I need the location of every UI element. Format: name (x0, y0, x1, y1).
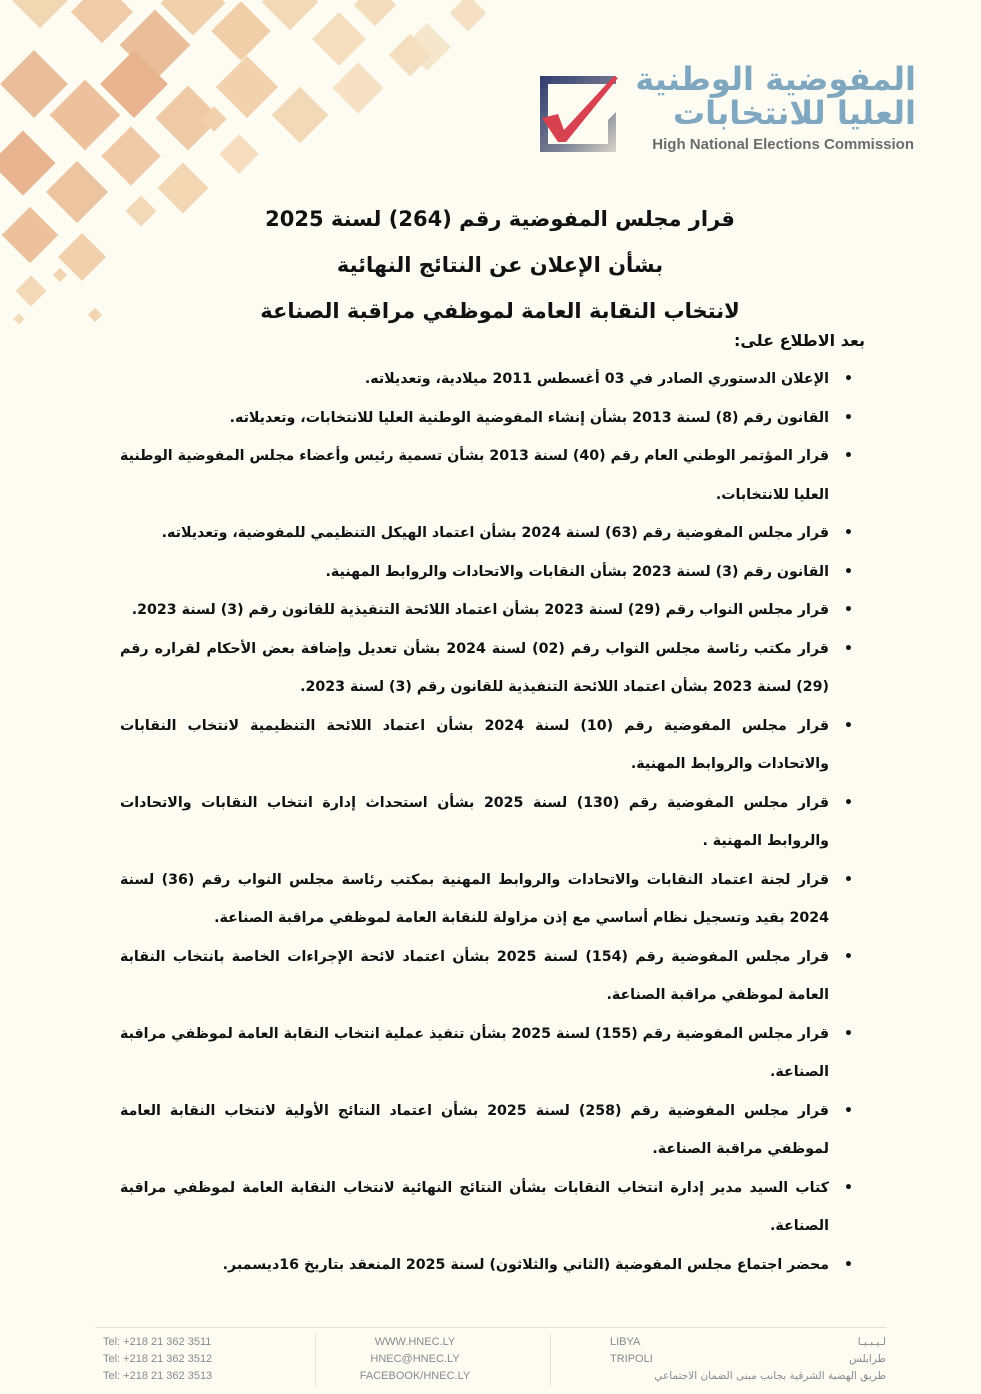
city-ar: طرابلس (849, 1353, 886, 1365)
list-item: • القانون رقم (3) لسنة 2023 بشأن النقابات والاتحادات والروابط المهنية. (120, 553, 865, 592)
list-item: • قرار مجلس المفوضية رقم (10) لسنة 2024 بشأن اعتماد اللائحة التنظيمية لانتخاب النقابات والاتحادات والروابط المهنية. (120, 707, 865, 784)
list-item: • كتاب السيد مدير إدارة انتخاب النقابات بشأن النتائج النهائية لانتخاب النقابة العامة لموظفي مراقبة الصناعة. (120, 1169, 865, 1246)
country-en: LIBYA (610, 1336, 641, 1348)
bullet-icon: • (844, 1256, 853, 1273)
bullet-icon: • (844, 602, 853, 618)
bullet-icon: • (844, 948, 853, 965)
title-line-2: بشأن الإعلان عن النتائج النهائية (336, 253, 664, 277)
page-footer (95, 1327, 886, 1388)
bullet-icon: • (844, 871, 853, 888)
bullet-icon: • (844, 371, 853, 387)
website-link[interactable]: WWW.HNEC.LY (374, 1336, 456, 1348)
facebook-link[interactable]: FACEBOOK/HNEC.LY (359, 1370, 471, 1382)
list-item: • قرار مجلس المفوضية رقم (258) لسنة 2025 بشأن اعتماد النتائج الأولية لانتخاب النقابة العامة لموظفي مراقبة الصناعة. (120, 1092, 865, 1169)
list-item: • قرار مجلس المفوضية رقم (154) لسنة 2025 بشأن اعتماد لائحة الإجراءات الخاصة بانتخاب النقابة العامة لموظفي مراقبة الصناعة. (120, 938, 865, 1015)
footer-city-en (610, 1334, 653, 1368)
intro-heading: بعد الاطلاع على: (733, 331, 865, 350)
footer-address-ar (654, 1334, 886, 1385)
list-item: • قرار مجلس النواب رقم (29) لسنة 2023 بشأن اعتماد اللائحة التنفيذية للقانون رقم (3) لسنة 2023. (120, 591, 865, 630)
decision-title (240, 196, 760, 334)
logo-arabic-line-2: العليا للانتخابات (673, 94, 916, 132)
list-item: • محضر اجتماع مجلس المفوضية (الثاني والثلاثون) لسنة 2025 المنعقد بتاريخ 16ديسمبر. (120, 1246, 865, 1285)
list-item: • القانون رقم (8) لسنة 2013 بشأن إنشاء المفوضية الوطنية العليا للانتخابات، وتعديلاته. (120, 399, 865, 438)
bullet-icon: • (844, 448, 853, 464)
phone-2: Tel: +218 21 362 3512 (103, 1353, 213, 1365)
phone-3: Tel: +218 21 362 3513 (103, 1370, 213, 1382)
title-line-1: قرار مجلس المفوضية رقم (264) لسنة 2025 (265, 207, 735, 231)
list-item: • الإعلان الدستوري الصادر في 03 أغسطس 2011 ميلادية، وتعديلاته. (120, 360, 865, 399)
footer-divider (315, 1334, 316, 1386)
bullet-icon: • (844, 409, 853, 426)
list-item: • قرار لجنة اعتماد النقابات والاتحادات والروابط المهنية بمكتب رئاسة مجلس النواب رقم (36) لسنة 2024 بقيد وتسجيل نظام أساسي مع إذن مزاولة للنقابة العامة لموظفي مراقبة الصناعة. (120, 861, 865, 938)
logo-english-name: High National Elections Commission (652, 136, 914, 153)
list-item: • قرار مجلس المفوضية رقم (155) لسنة 2025 بشأن تنفيذ عملية انتخاب النقابة العامة لموظفي مراقبة الصناعة. (120, 1015, 865, 1092)
bullet-icon: • (844, 1179, 853, 1196)
city-en: TRIPOLI (610, 1353, 653, 1365)
bullet-icon: • (844, 1102, 853, 1119)
bullet-icon: • (844, 1025, 853, 1042)
phone-1: Tel: +218 21 362 3511 (103, 1336, 212, 1348)
bullet-icon: • (844, 640, 853, 657)
email-link[interactable]: HNEC@HNEC.LY (370, 1353, 460, 1365)
bullet-icon: • (844, 717, 853, 734)
street-ar: طريق الهضبة الشرقية بجانب مبنى الضمان الاجتماعي (654, 1370, 886, 1382)
list-item: • قرار المؤتمر الوطني العام رقم (40) لسنة 2013 بشأن تسمية رئيس وأعضاء مجلس المفوضية الوطنية العليا للانتخابات. (120, 437, 865, 514)
hnec-logo (536, 60, 916, 158)
country-ar: لـيـبـيـا (857, 1336, 886, 1348)
title-line-3: لانتخاب النقابة العامة لموظفي مراقبة الصناعة (260, 299, 740, 323)
bullet-icon: • (844, 794, 853, 811)
references-list (120, 360, 865, 1284)
bullet-icon: • (844, 525, 853, 541)
bullet-icon: • (844, 563, 853, 580)
footer-web (335, 1334, 495, 1385)
document-body (120, 326, 865, 1284)
list-item: • قرار مكتب رئاسة مجلس النواب رقم (02) لسنة 2024 بشأن تعديل وإضافة بعض الأحكام لقراره رقم (29) لسنة 2023 بشأن اعتماد اللائحة التنفيذية للقانون رقم (3) لسنة 2023. (120, 630, 865, 707)
footer-phones (103, 1334, 212, 1385)
footer-divider (550, 1334, 551, 1386)
checkbox-check-icon (536, 70, 620, 154)
list-item: • قرار مجلس المفوضية رقم (130) لسنة 2025 بشأن استحداث إدارة انتخاب النقابات والاتحادات والروابط المهنية . (120, 784, 865, 861)
logo-arabic-line-1: المفوضية الوطنية (635, 60, 916, 98)
list-item: • قرار مجلس المفوضية رقم (63) لسنة 2024 بشأن اعتماد الهيكل التنظيمي للمفوضية، وتعديلاته. (120, 514, 865, 553)
